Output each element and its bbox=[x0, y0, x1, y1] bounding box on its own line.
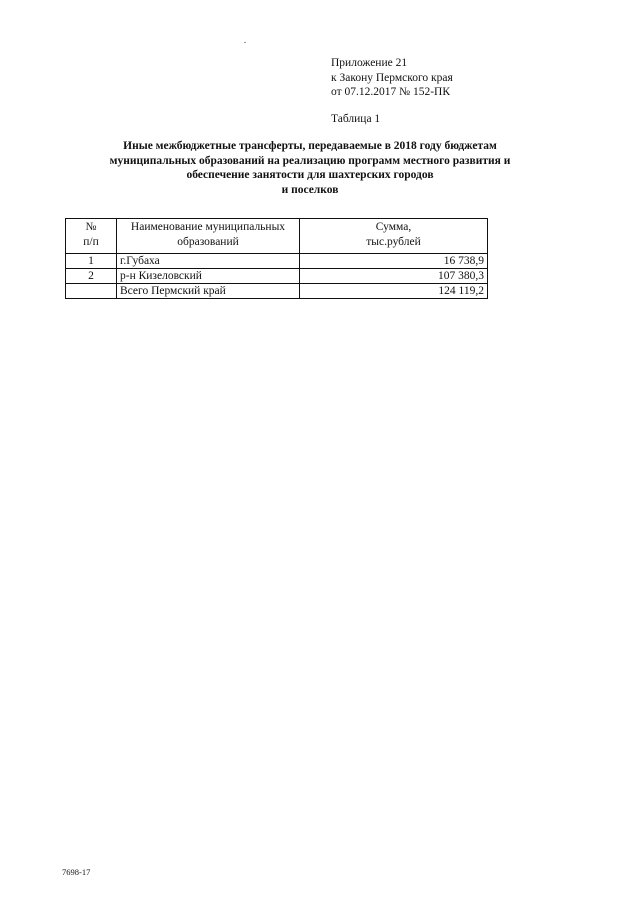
header-number bbox=[66, 219, 117, 254]
header-name-line-1: Наименование муниципальных bbox=[130, 221, 286, 233]
table-row bbox=[66, 269, 488, 284]
table-label: Таблица 1 bbox=[331, 113, 381, 125]
title-line-3: обеспечение занятости для шахтерских городов bbox=[186, 169, 434, 182]
document-title bbox=[40, 139, 580, 197]
row-sum: 124 119,2 bbox=[300, 284, 488, 299]
transfers-table bbox=[65, 218, 488, 299]
row-sum: 16 738,9 bbox=[300, 254, 488, 269]
document-footer-code: 7698-17 bbox=[62, 867, 91, 877]
row-name: Всего Пермский край bbox=[117, 284, 300, 299]
header-sum bbox=[300, 219, 488, 254]
row-name: р-н Кизеловский bbox=[117, 269, 300, 284]
row-number: 2 bbox=[66, 269, 117, 284]
row-name: г.Губаха bbox=[117, 254, 300, 269]
table-row bbox=[66, 254, 488, 269]
header-name-line-2: образований bbox=[177, 236, 239, 248]
row-number bbox=[66, 284, 117, 299]
row-number: 1 bbox=[66, 254, 117, 269]
scan-speck bbox=[244, 42, 246, 43]
title-line-4: и поселков bbox=[281, 183, 339, 196]
table-header-row bbox=[66, 219, 488, 254]
appendix-line-1: Приложение 21 bbox=[331, 57, 408, 69]
row-sum: 107 380,3 bbox=[300, 269, 488, 284]
appendix-line-2: к Закону Пермского края bbox=[331, 71, 453, 84]
header-sum-line-2: тыс.рублей bbox=[366, 236, 421, 248]
appendix-header bbox=[331, 56, 453, 100]
header-number-line-2: п/п bbox=[83, 236, 99, 248]
header-number-line-1: № bbox=[85, 221, 97, 233]
header-sum-line-1: Сумма, bbox=[375, 221, 412, 233]
appendix-line-3: от 07.12.2017 № 152-ПК bbox=[331, 86, 451, 98]
title-line-2: муниципальных образований на реализацию программ местного развития и bbox=[109, 154, 511, 167]
title-line-1: Иные межбюджетные трансферты, передаваемые в 2018 году бюджетам bbox=[123, 140, 497, 152]
header-name bbox=[117, 219, 300, 254]
table-total-row bbox=[66, 284, 488, 299]
